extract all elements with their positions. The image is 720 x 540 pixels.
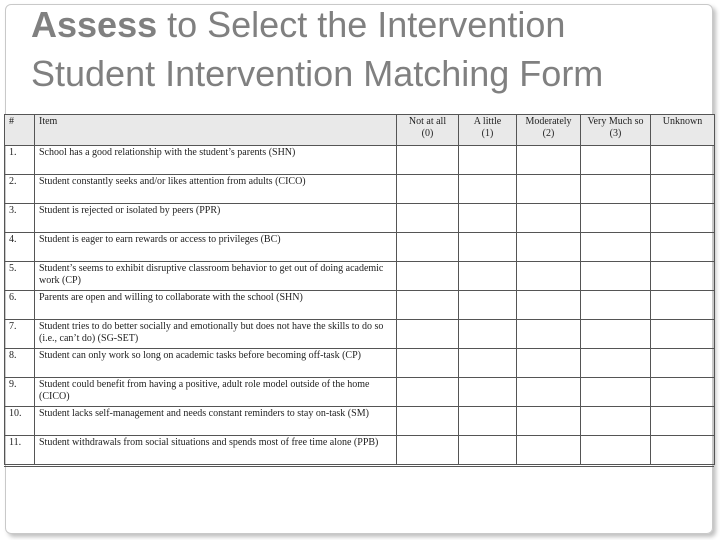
rating-cell-very-much-so[interactable] <box>581 175 651 204</box>
rating-cell-not-at-all[interactable] <box>397 320 459 349</box>
rating-cell-moderately[interactable] <box>517 233 581 262</box>
rating-cell-moderately[interactable] <box>517 204 581 233</box>
rating-cell-a-little[interactable] <box>459 291 517 320</box>
row-item: Student withdrawals from social situations and spends most of free time alone (PPB) <box>35 436 397 465</box>
header-score: (1) <box>481 128 494 139</box>
rating-cell-not-at-all[interactable] <box>397 407 459 436</box>
row-number: 2. <box>5 175 35 204</box>
rating-cell-not-at-all[interactable] <box>397 378 459 407</box>
rating-cell-not-at-all[interactable] <box>397 233 459 262</box>
rating-cell-not-at-all[interactable] <box>397 291 459 320</box>
rating-cell-a-little[interactable] <box>459 349 517 378</box>
rating-cell-moderately[interactable] <box>517 349 581 378</box>
rating-cell-unknown[interactable] <box>651 146 715 175</box>
table-row <box>5 378 715 407</box>
rating-cell-unknown[interactable] <box>651 436 715 465</box>
row-item: Student constantly seeks and/or likes attention from adults (CICO) <box>35 175 397 204</box>
row-number: 10. <box>5 407 35 436</box>
rating-cell-very-much-so[interactable] <box>581 291 651 320</box>
rating-cell-very-much-so[interactable] <box>581 262 651 291</box>
table-body <box>5 146 715 465</box>
table-header-row <box>5 115 715 146</box>
rating-cell-unknown[interactable] <box>651 407 715 436</box>
rating-cell-very-much-so[interactable] <box>581 407 651 436</box>
header-number: # <box>5 115 35 146</box>
rating-cell-not-at-all[interactable] <box>397 204 459 233</box>
rating-cell-very-much-so[interactable] <box>581 320 651 349</box>
header-label: Moderately <box>525 116 572 127</box>
rating-cell-a-little[interactable] <box>459 436 517 465</box>
table-row <box>5 407 715 436</box>
rating-cell-unknown[interactable] <box>651 349 715 378</box>
rating-cell-moderately[interactable] <box>517 407 581 436</box>
row-number: 7. <box>5 320 35 349</box>
row-item: School has a good relationship with the student’s parents (SHN) <box>35 146 397 175</box>
header-score: (3) <box>609 128 622 139</box>
header-item: Item <box>35 115 397 146</box>
rating-cell-a-little[interactable] <box>459 407 517 436</box>
table-row <box>5 349 715 378</box>
rating-cell-a-little[interactable] <box>459 175 517 204</box>
rating-cell-a-little[interactable] <box>459 204 517 233</box>
row-item: Student is eager to earn rewards or access to privileges (BC) <box>35 233 397 262</box>
header-score: (2) <box>542 128 555 139</box>
header-score: (0) <box>421 128 434 139</box>
table-bottom-rule <box>4 466 714 467</box>
row-item: Student can only work so long on academic tasks before becoming off-task (CP) <box>35 349 397 378</box>
header-label: Unknown <box>662 116 703 127</box>
rating-cell-moderately[interactable] <box>517 378 581 407</box>
row-number: 5. <box>5 262 35 291</box>
row-number: 6. <box>5 291 35 320</box>
intervention-matching-table <box>4 114 715 465</box>
rating-cell-a-little[interactable] <box>459 146 517 175</box>
row-item: Student’s seems to exhibit disruptive classroom behavior to get out of doing academic work (CP) <box>35 262 397 291</box>
row-item: Parents are open and willing to collaborate with the school (SHN) <box>35 291 397 320</box>
rating-cell-moderately[interactable] <box>517 146 581 175</box>
header-very-much-so <box>581 115 651 146</box>
header-moderately <box>517 115 581 146</box>
rating-cell-not-at-all[interactable] <box>397 262 459 291</box>
row-item: Student is rejected or isolated by peers (PPR) <box>35 204 397 233</box>
rating-cell-moderately[interactable] <box>517 320 581 349</box>
rating-cell-very-much-so[interactable] <box>581 378 651 407</box>
title-line-2: Student Intervention Matching Form <box>31 53 604 94</box>
table-row <box>5 320 715 349</box>
row-number: 8. <box>5 349 35 378</box>
row-item: Student could benefit from having a positive, adult role model outside of the home (CICO) <box>35 378 397 407</box>
row-number: 11. <box>5 436 35 465</box>
row-item: Student tries to do better socially and emotionally but does not have the skills to do so (i.e., can’t do) (SG-SET) <box>35 320 397 349</box>
header-label: Not at all <box>408 116 447 127</box>
rating-cell-unknown[interactable] <box>651 320 715 349</box>
rating-cell-moderately[interactable] <box>517 291 581 320</box>
rating-cell-a-little[interactable] <box>459 262 517 291</box>
rating-cell-unknown[interactable] <box>651 175 715 204</box>
rating-cell-moderately[interactable] <box>517 262 581 291</box>
table-row <box>5 233 715 262</box>
rating-cell-unknown[interactable] <box>651 378 715 407</box>
rating-cell-a-little[interactable] <box>459 320 517 349</box>
rating-cell-not-at-all[interactable] <box>397 175 459 204</box>
header-a-little <box>459 115 517 146</box>
table-row <box>5 175 715 204</box>
slide-title <box>31 2 711 97</box>
header-label: A little <box>473 116 502 127</box>
rating-cell-unknown[interactable] <box>651 233 715 262</box>
rating-cell-unknown[interactable] <box>651 291 715 320</box>
table-row <box>5 262 715 291</box>
rating-cell-very-much-so[interactable] <box>581 233 651 262</box>
rating-cell-very-much-so[interactable] <box>581 349 651 378</box>
row-number: 1. <box>5 146 35 175</box>
rating-cell-not-at-all[interactable] <box>397 349 459 378</box>
table-row <box>5 436 715 465</box>
rating-cell-not-at-all[interactable] <box>397 146 459 175</box>
row-number: 4. <box>5 233 35 262</box>
header-label: Very Much so <box>587 116 644 127</box>
row-item: Student lacks self-management and needs constant reminders to stay on-task (SM) <box>35 407 397 436</box>
header-not-at-all <box>397 115 459 146</box>
header-unknown <box>651 115 715 146</box>
table-row <box>5 146 715 175</box>
rating-cell-not-at-all[interactable] <box>397 436 459 465</box>
rating-cell-unknown[interactable] <box>651 262 715 291</box>
rating-cell-moderately[interactable] <box>517 436 581 465</box>
rating-cell-very-much-so[interactable] <box>581 146 651 175</box>
table-row <box>5 291 715 320</box>
rating-cell-a-little[interactable] <box>459 378 517 407</box>
rating-cell-very-much-so[interactable] <box>581 204 651 233</box>
row-number: 9. <box>5 378 35 407</box>
title-emphasis: Assess <box>31 4 158 45</box>
table-row <box>5 204 715 233</box>
rating-cell-unknown[interactable] <box>651 204 715 233</box>
title-line-1-rest: to Select the Intervention <box>157 4 566 45</box>
rating-cell-very-much-so[interactable] <box>581 436 651 465</box>
title-line-1 <box>31 2 711 48</box>
rating-cell-moderately[interactable] <box>517 175 581 204</box>
rating-cell-a-little[interactable] <box>459 233 517 262</box>
row-number: 3. <box>5 204 35 233</box>
